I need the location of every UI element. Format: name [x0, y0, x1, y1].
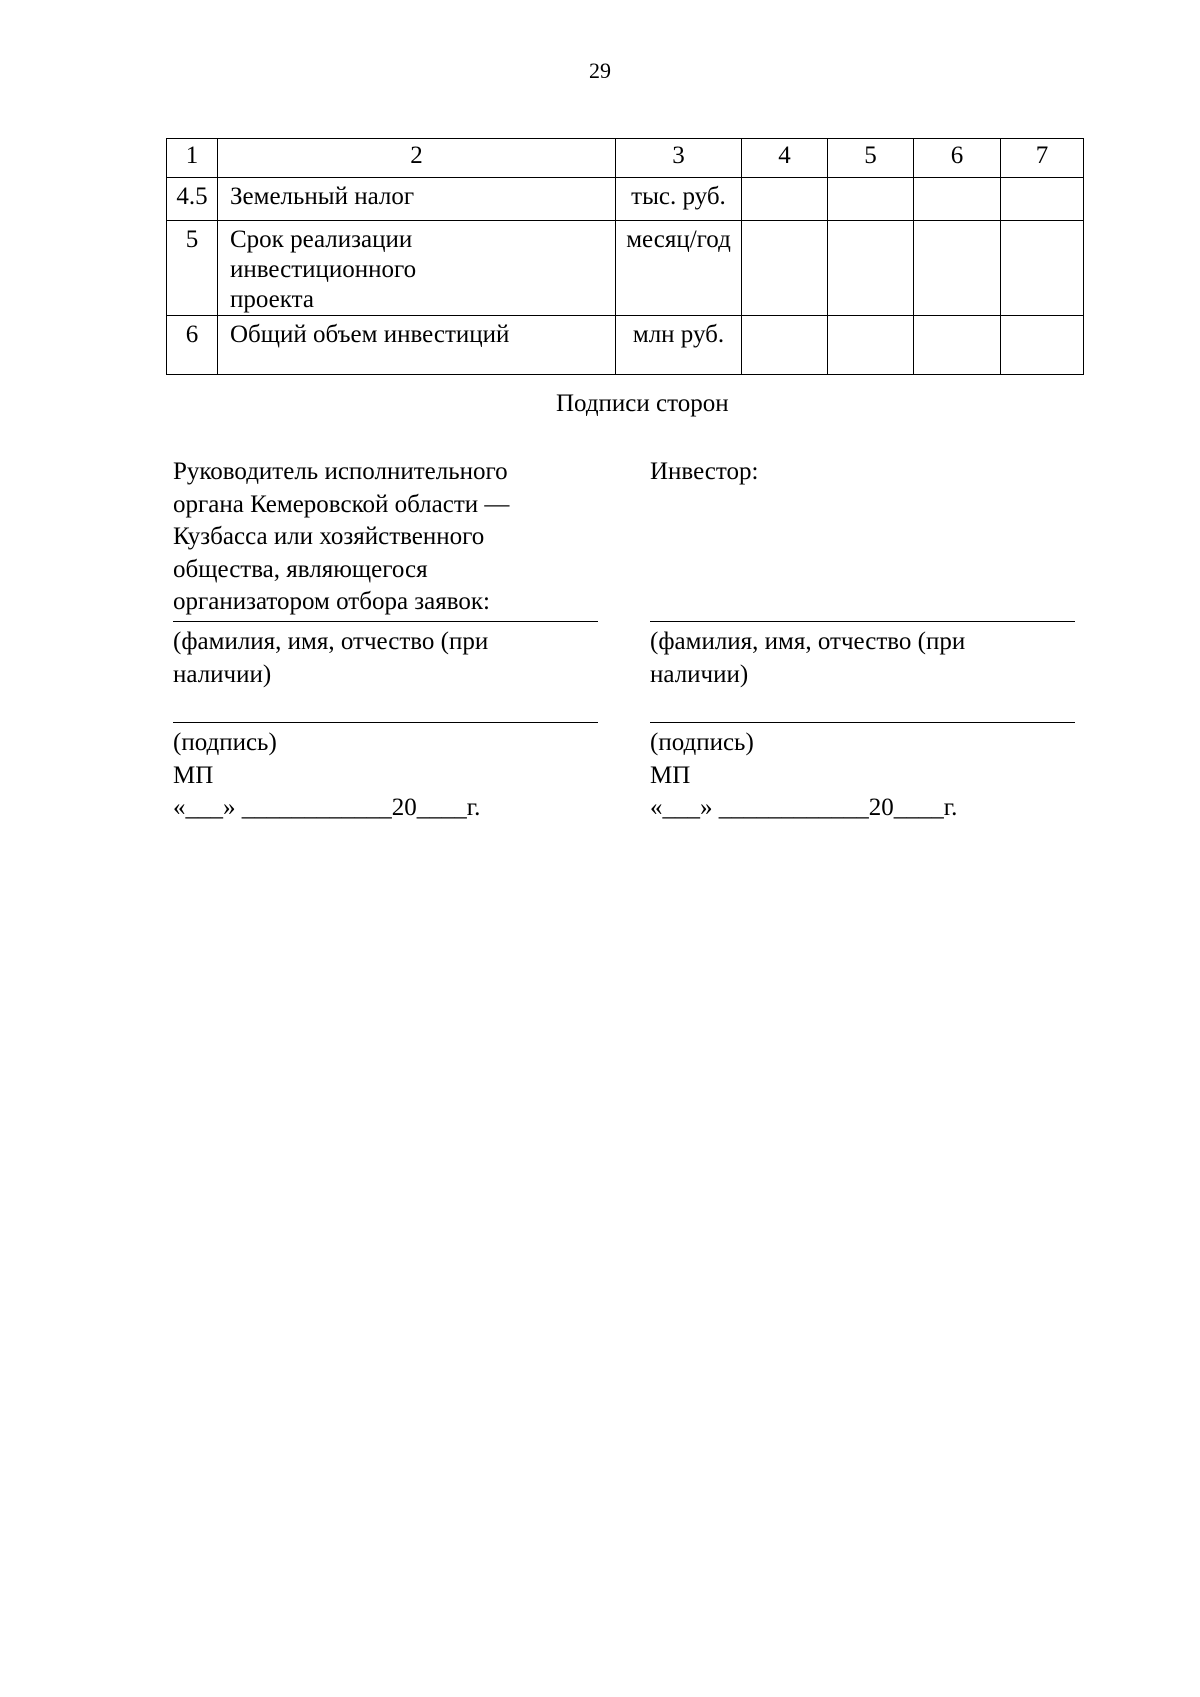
- right-name-label: (фамилия, имя, отчество (при наличии): [650, 628, 966, 688]
- row-unit: месяц/год: [616, 221, 742, 316]
- row-unit: млн руб.: [616, 316, 742, 375]
- value-cell: [742, 178, 828, 221]
- header-cell: 6: [914, 139, 1001, 178]
- right-signature-block: [650, 456, 1080, 825]
- row-number: 5: [167, 221, 218, 316]
- right-role: Инвестор:: [650, 458, 759, 485]
- table-row: [167, 221, 1084, 316]
- header-cell: 5: [828, 139, 914, 178]
- row-name: Земельный налог: [218, 178, 616, 221]
- left-name-label: (фамилия, имя, отчество (при наличии): [173, 628, 489, 688]
- right-stamp: МП: [650, 761, 691, 789]
- page-number: 29: [589, 58, 611, 83]
- value-cell: [914, 178, 1001, 221]
- left-signature-label: (подпись): [173, 729, 277, 756]
- header-cell: 3: [616, 139, 742, 178]
- right-signature-label: (подпись): [650, 729, 754, 756]
- header-cell: 1: [167, 139, 218, 178]
- value-cell: [1001, 178, 1084, 221]
- value-cell: [1001, 316, 1084, 375]
- table-header-row: [167, 139, 1084, 178]
- left-date: «___» ____________20____г.: [173, 794, 481, 821]
- value-cell: [828, 316, 914, 375]
- value-cell: [914, 221, 1001, 316]
- header-cell: 4: [742, 139, 828, 178]
- row-name: Срок реализации инвестиционного проекта: [218, 221, 616, 316]
- value-cell: [914, 316, 1001, 375]
- signatures-title: Подписи сторон: [556, 390, 729, 417]
- left-role: Руководитель исполнительного органа Кемеровской области — Кузбасса или хозяйственного общества, являющегося организатором отбора заявок:: [173, 458, 510, 615]
- value-cell: [742, 221, 828, 316]
- value-cell: [828, 221, 914, 316]
- row-number: 6: [167, 316, 218, 375]
- header-cell: 7: [1001, 139, 1084, 178]
- table-row: [167, 316, 1084, 375]
- row-unit: тыс. руб.: [616, 178, 742, 221]
- table-row: [167, 178, 1084, 221]
- right-date: «___» ____________20____г.: [650, 794, 958, 821]
- left-signature-block: [173, 456, 603, 825]
- row-number: 4.5: [167, 178, 218, 221]
- value-cell: [1001, 221, 1084, 316]
- value-cell: [742, 316, 828, 375]
- value-cell: [828, 178, 914, 221]
- header-cell: 2: [218, 139, 616, 178]
- left-stamp: МП: [173, 761, 214, 789]
- indicators-table: [166, 138, 1084, 375]
- row-name: Общий объем инвестиций: [218, 316, 616, 375]
